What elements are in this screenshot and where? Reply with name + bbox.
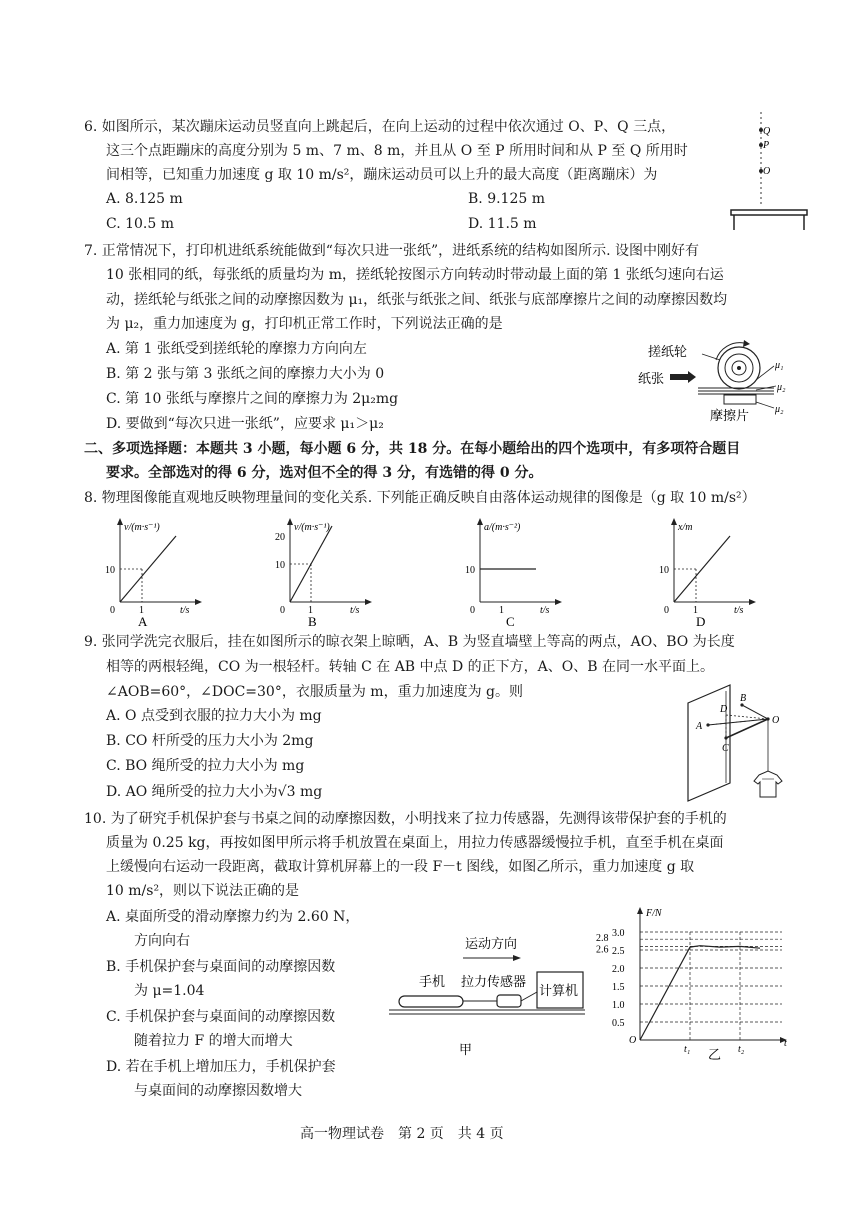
force-time-chart <box>592 902 796 1062</box>
q10-option-d-cont: 与桌面间的动摩擦因数增大 <box>134 1083 302 1099</box>
section2-line2: 要求。全部选对的得 6 分，选对但不全的得 3 分，有选错的得 0 分。 <box>106 465 543 481</box>
graph-a-x1: 1 <box>139 605 144 616</box>
chart-ytick-label: 1.5 <box>612 982 625 993</box>
graph-c-xlabel: t/s <box>540 605 550 616</box>
point-o-label: O <box>763 166 771 177</box>
chart-origin: O <box>629 1035 637 1046</box>
page-footer: 高一物理试卷 第 2 页 共 4 页 <box>300 1126 504 1142</box>
q10-option-a[interactable]: A. 桌面所受的滑动摩擦力约为 2.60 N， <box>106 909 360 925</box>
point-o-label: O <box>772 715 780 726</box>
q6-line2: 这三个点距蹦床的高度分别为 5 m、7 m、8 m，并且从 O 至 P 所用时间和从 P 至 Q 所用时 <box>106 143 688 159</box>
point-d-label: D <box>720 704 728 715</box>
graph-a-y10: 10 <box>105 565 115 576</box>
q7-option-b[interactable]: B. 第 2 张与第 3 张纸之间的摩擦力大小为 0 <box>106 366 385 382</box>
q10-line1: 10. 为了研究手机保护套与书桌之间的动摩擦因数，小明找来了拉力传感器，先测得该带保护套的手机的 <box>84 811 727 827</box>
point-c-label: C <box>722 743 729 754</box>
sensor-label: 拉力传感器 <box>461 974 527 989</box>
graph-c-origin: 0 <box>470 605 475 616</box>
graph-b-xlabel: t/s <box>350 605 360 616</box>
graph-c-y10: 10 <box>465 565 475 576</box>
q6-line1: 6. 如图所示，某次蹦床运动员竖直向上跳起后，在向上运动的过程中依次通过 O、P、Q 三点， <box>84 119 676 135</box>
q6-line3: 间相等，已知重力加速度 g 取 10 m/s²，蹦床运动员可以上升的最大高度（距离蹦床）为 <box>106 167 658 183</box>
mu1-label: μ₁ <box>775 360 784 371</box>
graph-b-x1: 1 <box>308 605 313 616</box>
clothes-rack-figure <box>684 683 804 806</box>
section2-line1: 二、多项选择题：本题共 3 小题，每小题 6 分，共 18 分。在每小题给出的四个选项中，有多项符合题目 <box>84 441 741 457</box>
q10-option-b-cont: 为 μ=1.04 <box>134 983 205 999</box>
graph-b-origin: 0 <box>280 605 285 616</box>
chart-t1: t₁ <box>684 1044 691 1055</box>
chart-ytick-label: 3.0 <box>612 928 625 939</box>
q7-line1: 7. 正常情况下，打印机进纸系统能做到“每次只进一张纸”，进纸系统的结构如图所示. 设图中刚好有 <box>84 243 700 259</box>
graph-b-y20: 20 <box>275 532 285 543</box>
q10-option-c[interactable]: C. 手机保护套与桌面间的动摩擦因数 <box>106 1009 336 1025</box>
graph-d-origin: 0 <box>664 605 669 616</box>
printer-feed-figure <box>636 338 796 428</box>
chart-ytick-label: 2.8 <box>596 933 609 945</box>
q8-line1: 8. 物理图像能直观地反映物理量间的变化关系. 下列能正确反映自由落体运动规律的图像是（g 取 10 m/s²） <box>84 490 756 506</box>
chart-xlabel: t <box>784 1038 787 1049</box>
q9-option-c[interactable]: C. BO 绳所受的拉力大小为 mg <box>106 758 305 774</box>
q10-line4: 10 m/s²，则以下说法正确的是 <box>106 883 300 899</box>
q9-line3: ∠AOB=60°，∠DOC=30°，衣服质量为 m，重力加速度为 g。则 <box>106 684 523 700</box>
graph-a-name: A <box>138 614 148 626</box>
figure-a-caption: 甲 <box>459 1042 473 1057</box>
graph-d-y10: 10 <box>659 565 669 576</box>
point-a-label: A <box>696 721 703 732</box>
point-b-label: B <box>740 693 747 704</box>
computer-label: 计算机 <box>539 983 579 998</box>
chart-ytick-label: 2.0 <box>612 964 625 975</box>
paper-label: 纸张 <box>638 371 665 386</box>
graph-d-xlabel: t/s <box>734 605 744 616</box>
point-p-label: P <box>763 140 770 151</box>
graph-a-ylabel: v/(m·s⁻¹) <box>124 522 160 533</box>
mu2-label-a: μ₂ <box>777 382 786 393</box>
force-curve <box>640 946 760 1040</box>
chart-ytick-label: 0.5 <box>612 1018 625 1029</box>
graph-b-ylabel: v/(m·s⁻¹) <box>294 522 330 533</box>
graph-b-y10: 10 <box>275 560 285 571</box>
q9-option-d[interactable]: D. AO 绳所受的拉力大小为√3 mg <box>106 784 323 800</box>
q8-graph-d <box>652 514 772 626</box>
q10-option-a-cont: 方向向右 <box>134 933 190 949</box>
sensor-setup-figure <box>385 932 590 1060</box>
point-q-label: Q <box>763 126 771 137</box>
graph-d-name: D <box>696 614 706 626</box>
chart-ytick-label: 2.5 <box>612 946 625 957</box>
q7-line3: 动，搓纸轮与纸张之间的动摩擦因数为 μ₁，纸张与纸张之间、纸张与底部摩擦片之间的动摩擦因数均 <box>106 292 728 308</box>
q10-line2: 质量为 0.25 kg，再按如图甲所示将手机放置在桌面上，用拉力传感器缓慢拉手机，直至手机在桌面 <box>106 835 724 851</box>
roller-label: 搓纸轮 <box>648 344 688 359</box>
chart-ytick-label: 2.6 <box>596 944 609 956</box>
q8-graph-b <box>268 514 388 626</box>
graph-c-ylabel: a/(m·s⁻²) <box>484 522 521 533</box>
direction-label: 运动方向 <box>465 936 518 951</box>
q7-line4: 为 μ₂，重力加速度为 g，打印机正常工作时，下列说法正确的是 <box>106 316 503 332</box>
graph-d-x1: 1 <box>693 605 698 616</box>
q10-option-b[interactable]: B. 手机保护套与桌面间的动摩擦因数 <box>106 959 336 975</box>
graph-d-ylabel: x/m <box>678 522 693 533</box>
q6-option-a[interactable]: A. 8.125 m <box>106 191 183 207</box>
q7-line2: 10 张相同的纸，每张纸的质量均为 m，搓纸轮按图示方向转动时带动最上面的第 1 张纸匀速向右运 <box>106 267 724 283</box>
q9-option-a[interactable]: A. O 点受到衣服的拉力大小为 mg <box>106 708 322 724</box>
chart-ytick-label: 1.0 <box>612 1000 625 1011</box>
q6-option-c[interactable]: C. 10.5 m <box>106 216 175 232</box>
phone-label: 手机 <box>419 974 446 989</box>
q10-option-d[interactable]: D. 若在手机上增加压力，手机保护套 <box>106 1059 336 1075</box>
q9-line2: 相等的两根轻绳，CO 为一根轻杆。转轴 C 在 AB 中点 D 的正下方，A、O、B 在同一水平面上。 <box>106 659 714 675</box>
pad-label: 摩擦片 <box>710 408 750 423</box>
q7-option-d[interactable]: D. 要做到“每次只进一张纸”，应要求 μ₁＞μ₂ <box>106 416 384 432</box>
q9-option-b[interactable]: B. CO 杆所受的压力大小为 2mg <box>106 733 314 749</box>
trampoline-figure <box>725 108 815 233</box>
q8-graph-c <box>458 514 578 626</box>
q7-option-c[interactable]: C. 第 10 张纸与摩擦片之间的摩擦力为 2μ₂mg <box>106 391 399 407</box>
mu2-label-b: μ₂ <box>775 404 784 415</box>
graph-a-origin: 0 <box>110 605 115 616</box>
graph-a-xlabel: t/s <box>180 605 190 616</box>
figure-b-caption: 乙 <box>708 1047 722 1062</box>
chart-t2: t₂ <box>738 1044 745 1055</box>
q6-option-d[interactable]: D. 11.5 m <box>468 216 537 232</box>
q10-option-c-cont: 随着拉力 F 的增大而增大 <box>134 1033 293 1049</box>
q8-graph-a <box>98 514 218 626</box>
graph-c-name: C <box>506 614 515 626</box>
chart-ylabel: F/N <box>646 908 662 919</box>
graph-c-x1: 1 <box>499 605 504 616</box>
q6-option-b[interactable]: B. 9.125 m <box>468 191 545 207</box>
q9-line1: 9. 张同学洗完衣服后，挂在如图所示的晾衣架上晾晒，A、B 为竖直墙壁上等高的两点，AO、BO 为长度 <box>84 634 735 650</box>
q10-line3: 上缓慢向右运动一段距离，截取计算机屏幕上的一段 F－t 图线，如图乙所示，重力加速度 g 取 <box>106 859 695 875</box>
graph-b-name: B <box>308 614 317 626</box>
q7-option-a[interactable]: A. 第 1 张纸受到搓纸轮的摩擦力方向向左 <box>106 341 367 357</box>
